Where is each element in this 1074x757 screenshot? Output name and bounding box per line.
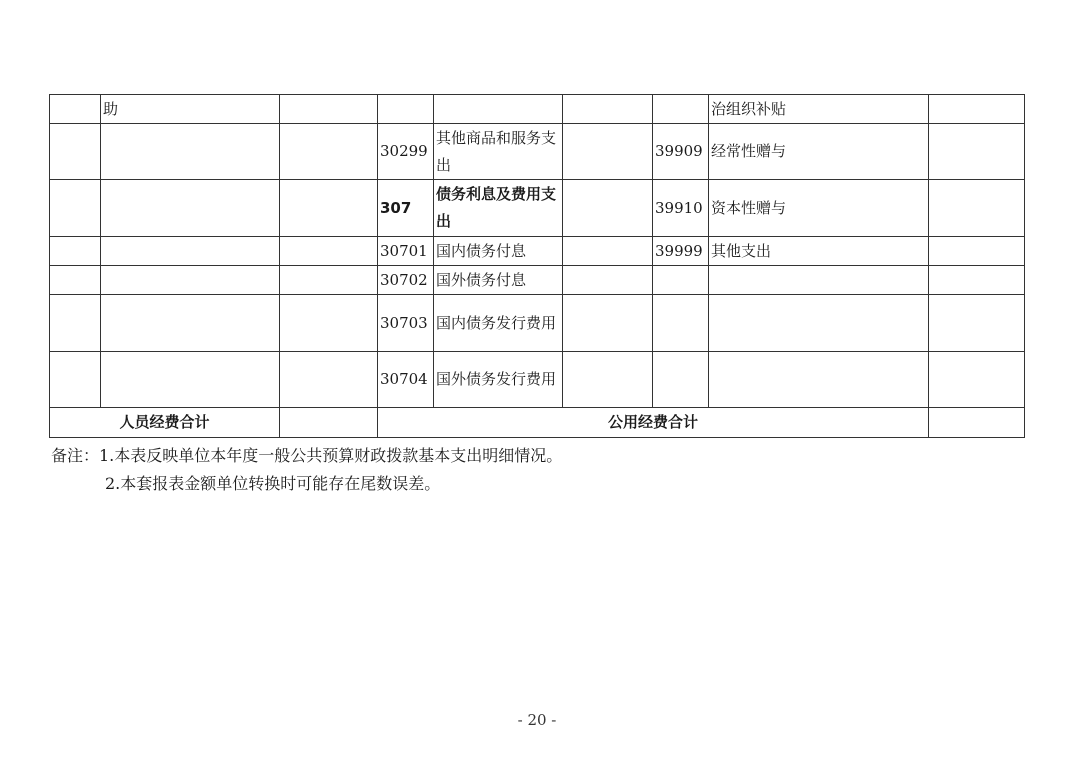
table-cell	[280, 95, 378, 124]
table-cell	[101, 180, 280, 237]
table-row	[50, 266, 1025, 295]
table-cell	[929, 352, 1025, 408]
table-cell	[653, 95, 709, 124]
table-cell: 债务利息及费用支出	[434, 180, 563, 237]
table-cell	[50, 295, 101, 352]
table-cell: 经常性赠与	[709, 124, 929, 180]
table-cell: 30702	[378, 266, 434, 295]
table-cell	[280, 266, 378, 295]
table-cell	[378, 95, 434, 124]
table-cell: 39909	[653, 124, 709, 180]
table-cell: 30703	[378, 295, 434, 352]
table-cell: 国外债务付息	[434, 266, 563, 295]
table-cell	[101, 124, 280, 180]
table-cell: 其他商品和服务支出	[434, 124, 563, 180]
table-row	[50, 352, 1025, 408]
footnotes	[51, 442, 562, 498]
table-cell	[50, 237, 101, 266]
table-cell	[563, 95, 653, 124]
table-cell	[709, 352, 929, 408]
table-row	[50, 295, 1025, 352]
table-cell	[50, 180, 101, 237]
table-cell	[653, 295, 709, 352]
public-total-label: 公用经费合计	[378, 408, 929, 438]
table-cell: 国外债务发行费用	[434, 352, 563, 408]
table-row	[50, 237, 1025, 266]
table-cell	[563, 295, 653, 352]
personnel-total-label: 人员经费合计	[50, 408, 280, 438]
table-cell: 30299	[378, 124, 434, 180]
table-cell: 39910	[653, 180, 709, 237]
table-cell	[653, 352, 709, 408]
footnote-line-1: 备注：1.本表反映单位本年度一般公共预算财政拨款基本支出明细情况。	[51, 446, 563, 465]
table-cell: 助	[101, 95, 280, 124]
table-cell	[709, 295, 929, 352]
table-cell	[280, 352, 378, 408]
table-cell	[101, 295, 280, 352]
table-row	[50, 95, 1025, 124]
table-cell	[929, 237, 1025, 266]
table-cell: 30701	[378, 237, 434, 266]
table-cell	[280, 180, 378, 237]
table-cell	[653, 266, 709, 295]
table-cell: 资本性赠与	[709, 180, 929, 237]
table-cell	[929, 95, 1025, 124]
table-cell	[101, 266, 280, 295]
table-cell	[434, 95, 563, 124]
table-row	[50, 180, 1025, 237]
table-cell: 39999	[653, 237, 709, 266]
table-cell: 30704	[378, 352, 434, 408]
table-row	[50, 124, 1025, 180]
table-cell	[101, 237, 280, 266]
table-cell	[563, 352, 653, 408]
table-cell	[563, 237, 653, 266]
personnel-total-value	[280, 408, 378, 438]
footnote-line-2: 2.本套报表金额单位转换时可能存在尾数误差。	[105, 474, 441, 493]
table-cell	[50, 266, 101, 295]
table-cell	[929, 124, 1025, 180]
public-total-value	[929, 408, 1025, 438]
budget-detail-table	[49, 94, 1025, 438]
table-cell: 其他支出	[709, 237, 929, 266]
table-cell	[563, 266, 653, 295]
table-cell: 治组织补贴	[709, 95, 929, 124]
table-cell	[50, 352, 101, 408]
table-cell	[929, 266, 1025, 295]
table-cell: 307	[378, 180, 434, 237]
table-cell	[563, 124, 653, 180]
table-cell	[563, 180, 653, 237]
table-cell: 国内债务付息	[434, 237, 563, 266]
table-cell	[929, 180, 1025, 237]
table-cell	[709, 266, 929, 295]
page-number: - 20 -	[517, 711, 557, 729]
table-cell	[280, 237, 378, 266]
table-cell	[929, 295, 1025, 352]
total-row	[50, 408, 1025, 438]
table-cell: 国内债务发行费用	[434, 295, 563, 352]
table-cell	[280, 295, 378, 352]
table-cell	[280, 124, 378, 180]
table-cell	[101, 352, 280, 408]
table-cell	[50, 124, 101, 180]
table-cell	[50, 95, 101, 124]
